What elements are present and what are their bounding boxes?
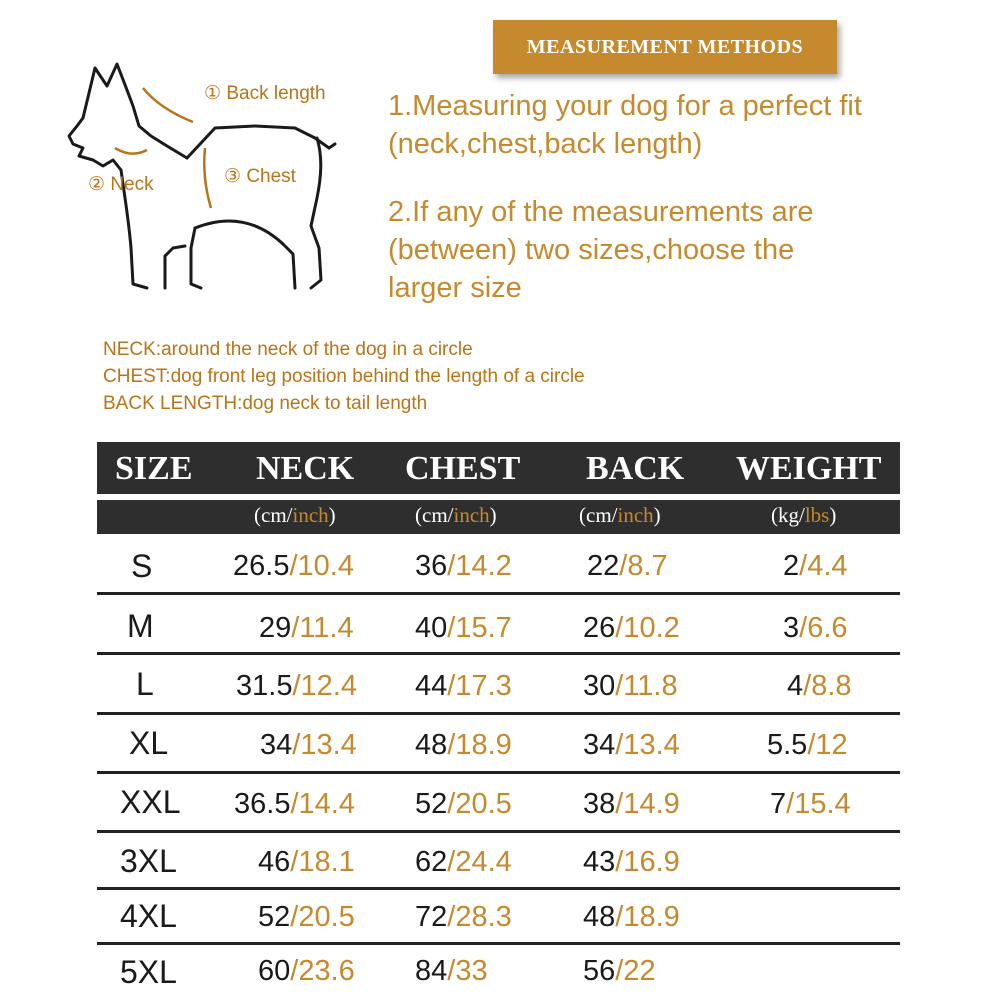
weight-cell: [787, 670, 852, 703]
weight-cell: [783, 612, 848, 645]
weight-kg: 5.5: [767, 729, 808, 761]
back-inch: /10.2: [615, 612, 680, 644]
back-inch: /8.7: [619, 550, 668, 582]
size-cell: XL: [129, 725, 169, 761]
weight-kg: 2: [783, 550, 800, 582]
neck-cm: 36.5: [234, 788, 291, 820]
measurement-methods-badge: MEASUREMENT METHODS: [493, 20, 837, 74]
back-inch: /16.9: [615, 846, 680, 878]
chest-inch: /28.3: [447, 901, 512, 933]
neck-cm: 34: [260, 729, 293, 761]
definition-neck: NECK:around the neck of the dog in a circle: [103, 339, 473, 360]
size-cell: 5XL: [120, 954, 177, 990]
neck-cell: [236, 670, 357, 703]
back-inch: /13.4: [615, 729, 680, 761]
chest-cm: 48: [415, 729, 448, 761]
tip-line-4: (between) two sizes,choose the: [388, 234, 795, 266]
chest-cm: 36: [415, 550, 448, 582]
chest-cm: 62: [415, 846, 448, 878]
weight-lbs: /12: [807, 729, 848, 761]
weight-lbs: /4.4: [799, 550, 848, 582]
chest-cm: 40: [415, 612, 448, 644]
chest-inch: /24.4: [447, 846, 512, 878]
unit-weight-accent: lbs: [804, 503, 830, 527]
row-divider: [97, 652, 900, 655]
size-cell: XXL: [120, 784, 181, 820]
back-cell: [583, 729, 680, 762]
back-cell: [583, 788, 680, 821]
weight-kg: 4: [787, 670, 804, 702]
chest-inch: /17.3: [447, 670, 512, 702]
back-cell: [583, 901, 680, 934]
size-cell: 4XL: [120, 898, 177, 934]
size-cell: 3XL: [120, 843, 177, 879]
weight-kg: 7: [770, 788, 787, 820]
chest-inch: /14.2: [447, 550, 512, 582]
back-cm: 48: [583, 901, 616, 933]
back-inch: /11.8: [615, 670, 678, 702]
back-cm: 56: [583, 955, 616, 987]
header-neck: NECK: [256, 450, 355, 487]
neck-inch: /20.5: [290, 901, 355, 933]
weight-cell: [770, 788, 851, 821]
neck-cm: 31.5: [236, 670, 293, 702]
back-length-number: ①: [204, 83, 222, 104]
unit-neck-accent: inch: [292, 503, 329, 527]
weight-lbs: /6.6: [799, 612, 848, 644]
header-size: SIZE: [115, 450, 193, 487]
neck-cell: [258, 901, 355, 934]
unit-chest: [415, 503, 497, 528]
definition-back: BACK LENGTH:dog neck to tail length: [103, 393, 428, 414]
neck-inch: /18.1: [290, 846, 355, 878]
neck-inch: /14.4: [290, 788, 355, 820]
row-divider: [97, 887, 900, 890]
row-divider: [97, 830, 900, 833]
neck-cell: [258, 846, 355, 879]
weight-cell: [767, 729, 848, 762]
neck-cell: [260, 729, 357, 762]
size-cell: S: [131, 548, 153, 584]
back-inch: /22: [615, 955, 656, 987]
back-inch: /18.9: [615, 901, 680, 933]
neck-inch: /11.4: [291, 612, 354, 644]
neck-cm: 29: [259, 612, 292, 644]
chest-text: Chest: [246, 166, 296, 187]
size-cell: L: [136, 666, 154, 702]
chest-cell: [415, 670, 512, 703]
chest-cell: [415, 612, 512, 645]
neck-cm: 26.5: [233, 550, 290, 582]
back-inch: /14.9: [615, 788, 680, 820]
weight-kg: 3: [783, 612, 800, 644]
chest-cell: [415, 550, 512, 583]
unit-back: [579, 503, 661, 528]
weight-lbs: /8.8: [803, 670, 852, 702]
chest-inch: /20.5: [447, 788, 512, 820]
header-chest: CHEST: [405, 450, 521, 487]
back-cm: 43: [583, 846, 616, 878]
tip-line-2: (neck,chest,back length): [388, 128, 703, 160]
definition-chest: CHEST:dog front leg position behind the length of a circle: [103, 366, 585, 387]
weight-cell: [783, 550, 848, 583]
header-back: BACK: [586, 450, 685, 487]
unit-back-open: (cm/: [579, 503, 618, 527]
neck-text: Neck: [110, 174, 154, 195]
back-cm: 26: [583, 612, 616, 644]
unit-chest-close: ): [489, 503, 497, 527]
neck-cell: [258, 955, 355, 988]
neck-cm: 46: [258, 846, 291, 878]
unit-neck-open: (cm/: [254, 503, 293, 527]
unit-neck: [254, 503, 336, 528]
header-weight: WEIGHT: [736, 450, 882, 487]
row-divider: [97, 712, 900, 715]
weight-lbs: /15.4: [786, 788, 851, 820]
chest-number: ③: [224, 166, 242, 187]
back-cell: [587, 550, 668, 583]
chest-cm: 52: [415, 788, 448, 820]
row-divider: [97, 592, 900, 595]
chest-inch: /15.7: [447, 612, 512, 644]
neck-number: ②: [88, 174, 106, 195]
chest-inch: /33: [447, 955, 488, 987]
neck-label: [88, 173, 154, 196]
neck-inch: /13.4: [292, 729, 357, 761]
back-cell: [583, 955, 656, 988]
back-cell: [583, 612, 680, 645]
chest-cell: [415, 846, 512, 879]
tip-line-5: larger size: [388, 272, 522, 304]
chest-label: [224, 165, 296, 188]
unit-back-accent: inch: [617, 503, 654, 527]
back-cm: 30: [583, 670, 616, 702]
unit-back-close: ): [653, 503, 661, 527]
chest-cell: [415, 729, 512, 762]
back-cm: 34: [583, 729, 616, 761]
back-length-label: [204, 82, 326, 105]
back-cell: [583, 670, 678, 703]
chest-cm: 44: [415, 670, 448, 702]
unit-weight: [771, 503, 836, 528]
tip-line-1: 1.Measuring your dog for a perfect fit: [388, 90, 862, 122]
unit-neck-close: ): [328, 503, 336, 527]
unit-chest-open: (cm/: [415, 503, 454, 527]
chest-cm: 72: [415, 901, 448, 933]
back-cm: 38: [583, 788, 616, 820]
chest-cm: 84: [415, 955, 448, 987]
tip-line-3: 2.If any of the measurements are: [388, 196, 814, 228]
neck-cell: [259, 612, 354, 645]
chest-inch: /18.9: [447, 729, 512, 761]
neck-cm: 52: [258, 901, 291, 933]
size-cell: M: [127, 608, 154, 644]
chest-cell: [415, 788, 512, 821]
chest-cell: [415, 901, 512, 934]
back-cell: [583, 846, 680, 879]
row-divider: [97, 942, 900, 945]
chest-cell: [415, 955, 488, 988]
unit-weight-open: (kg/: [771, 503, 805, 527]
back-cm: 22: [587, 550, 620, 582]
back-length-text: Back length: [226, 83, 326, 104]
unit-chest-accent: inch: [453, 503, 490, 527]
row-divider: [97, 771, 900, 774]
neck-cell: [233, 550, 354, 583]
neck-inch: /23.6: [290, 955, 355, 987]
neck-cell: [234, 788, 355, 821]
neck-cm: 60: [258, 955, 291, 987]
neck-inch: /12.4: [292, 670, 357, 702]
neck-inch: /10.4: [289, 550, 354, 582]
unit-weight-close: ): [829, 503, 837, 527]
